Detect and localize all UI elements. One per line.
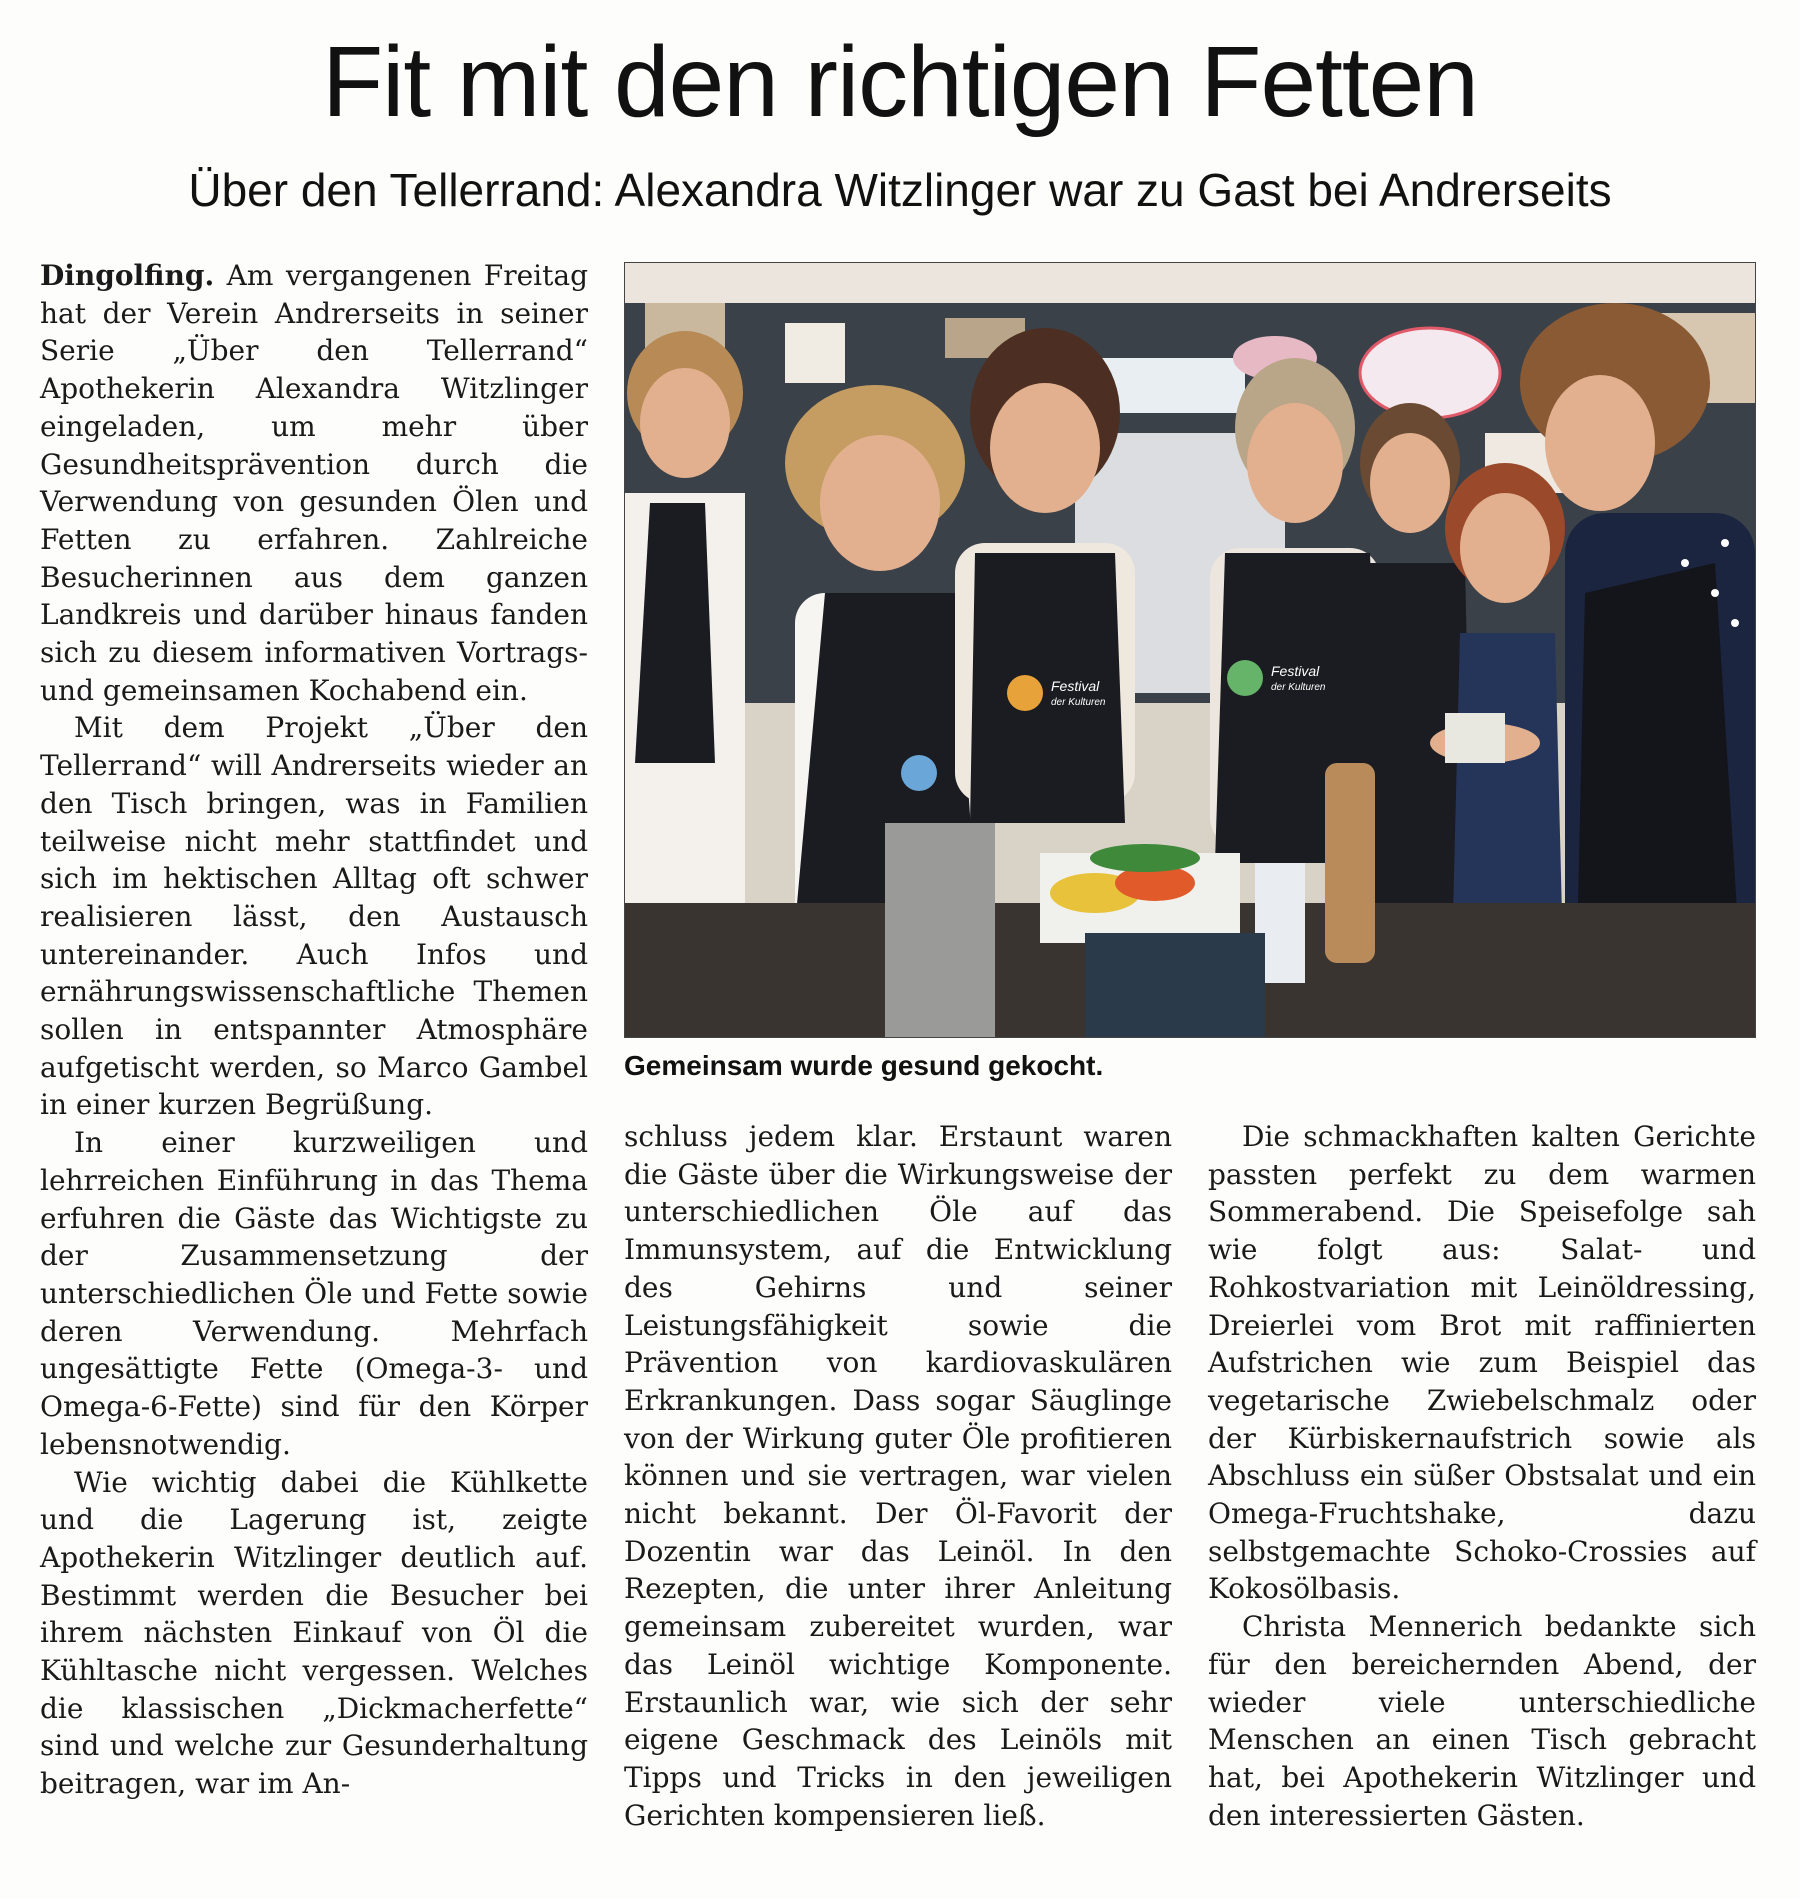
pepper-mill bbox=[1325, 763, 1375, 963]
article-paragraph-6: Christa Mennerich bedankte sich für den bereichernden Abend, der wieder viele unterschiedliche Menschen an einen Tisch gebracht hat, bei Apothekerin Witzlinger und den interessierten Gästen. bbox=[1208, 1610, 1756, 1832]
article-column-1 bbox=[40, 257, 588, 1803]
knife-block bbox=[1085, 933, 1265, 1037]
article-photo bbox=[624, 262, 1756, 1038]
person-center-dark-hair bbox=[955, 328, 1135, 823]
apron-logo-text: der Kulturen bbox=[1051, 697, 1106, 708]
photo-caption: Gemeinsam wurde gesund gekocht. bbox=[624, 1050, 1104, 1081]
article-paragraph-4: Wie wichtig dabei die Kühlkette und die Lagerung ist, zeigte Apothekerin Witzlinger deutlich auf. Bestimmt werden die Besucher bei ihrem nächsten Einkauf von Öl die Kühltasche nicht vergessen. Welches die klassischen „Dickmacherfette“ sind und welche zur Gesunderhaltung beitragen, war im An- bbox=[40, 1465, 588, 1801]
apron-logo-text: Festival bbox=[1271, 663, 1320, 679]
article-column-2 bbox=[624, 1118, 1172, 1834]
article-paragraph-3: In einer kurzweiligen und lehrreichen Einführung in das Thema erfuhren die Gäste das Wichtigste zu der Zusammensetzung der unterschiedlichen Öle und Fette sowie deren Verwendung. Mehrfach ungesättigte Fette (Omega-3- und Omega-6-Fette) sind für den Körper lebensnotwendig. bbox=[40, 1126, 588, 1461]
ceiling bbox=[625, 263, 1755, 303]
article-paragraph-1-text: Am vergangenen Freitag hat der Verein Andrerseits in seiner Serie „Über den Tellerrand“ Apothekerin Alexandra Witzlinger eingeladen, um mehr über Gesundheitsprävention durch die Verwendung von gesunden Ölen und Fetten zu erfahren. Zahlreiche Besucherinnen aus dem ganzen Landkreis und darüber hinaus fanden sich zu diesem informativen Vortrags- und gemeinsamen Kochabend ein. bbox=[40, 259, 588, 707]
grater bbox=[885, 823, 995, 1037]
apron-logo-text: der Kulturen bbox=[1271, 682, 1326, 693]
headline: Fit mit den richtigen Fetten bbox=[322, 26, 1478, 138]
pinned-note bbox=[785, 323, 845, 383]
apron-logo-text: Festival bbox=[1051, 678, 1100, 694]
article-paragraph-5: Die schmackhaften kalten Gerichte passten perfekt zu dem warmen Sommerabend. Die Speisefolge sah wie folgt aus: Salat- und Rohkostvariation mit Leinöldressing, Dreierlei vom Brot mit raffinierten Aufstrichen wie zum Beispiel das vegetarische Zwiebelschmalz oder der Kürbiskernaufstrich sowie als Abschluss ein süßer Obstsalat und ein Omega-Fruchtshake, dazu selbstgemachte Schoko-Crossies auf Kokosölbasis. bbox=[1208, 1120, 1756, 1606]
article-paragraph-1 bbox=[40, 257, 588, 709]
chopped-herbs bbox=[1090, 844, 1200, 872]
dateline: Dingolfing. bbox=[40, 259, 215, 292]
pinned-heart-card bbox=[1360, 328, 1500, 418]
article-column-3 bbox=[1208, 1118, 1756, 1834]
subheadline: Über den Tellerrand: Alexandra Witzlinger war zu Gast bei Andrerseits bbox=[188, 164, 1612, 216]
article-paragraph-2: Mit dem Projekt „Über den Tellerrand“ will Andrerseits wieder an den Tisch bringen, was in Familien teilweise nicht mehr stattfindet und sich im hektischen Alltag oft schwer realisieren lässt, den Austausch untereinander. Auch Infos und ernährungswissenschaftliche Themen sollen in entspannter Atmosphäre aufgetischt werden, so Marco Gambel in einer kurzen Begrüßung. bbox=[40, 711, 588, 1122]
article-paragraph-4-continued: schluss jedem klar. Erstaunt waren die Gäste über die Wirkungsweise der unterschiedlichen Öle auf das Immunsystem, auf die Entwicklung des Gehirns und seiner Leistungsfähigkeit sowie die Prävention von kardiovaskulären Erkrankungen. Dass sogar Säuglinge von der Wirkung guter Öle profitieren können und sie vertragen, war vielen nicht bekannt. Der Öl-Favorit der Dozentin war das Leinöl. In den Rezepten, die unter ihrer Anleitung gemeinsam zubereitet wurden, war das Leinöl wichtige Komponente. Erstaunlich war, wie sich der sehr eigene Geschmack des Leinöls mit Tipps und Tricks in den jeweiligen Gerichten kompensieren ließ. bbox=[624, 1120, 1172, 1832]
cooking-class-photo bbox=[625, 263, 1755, 1037]
